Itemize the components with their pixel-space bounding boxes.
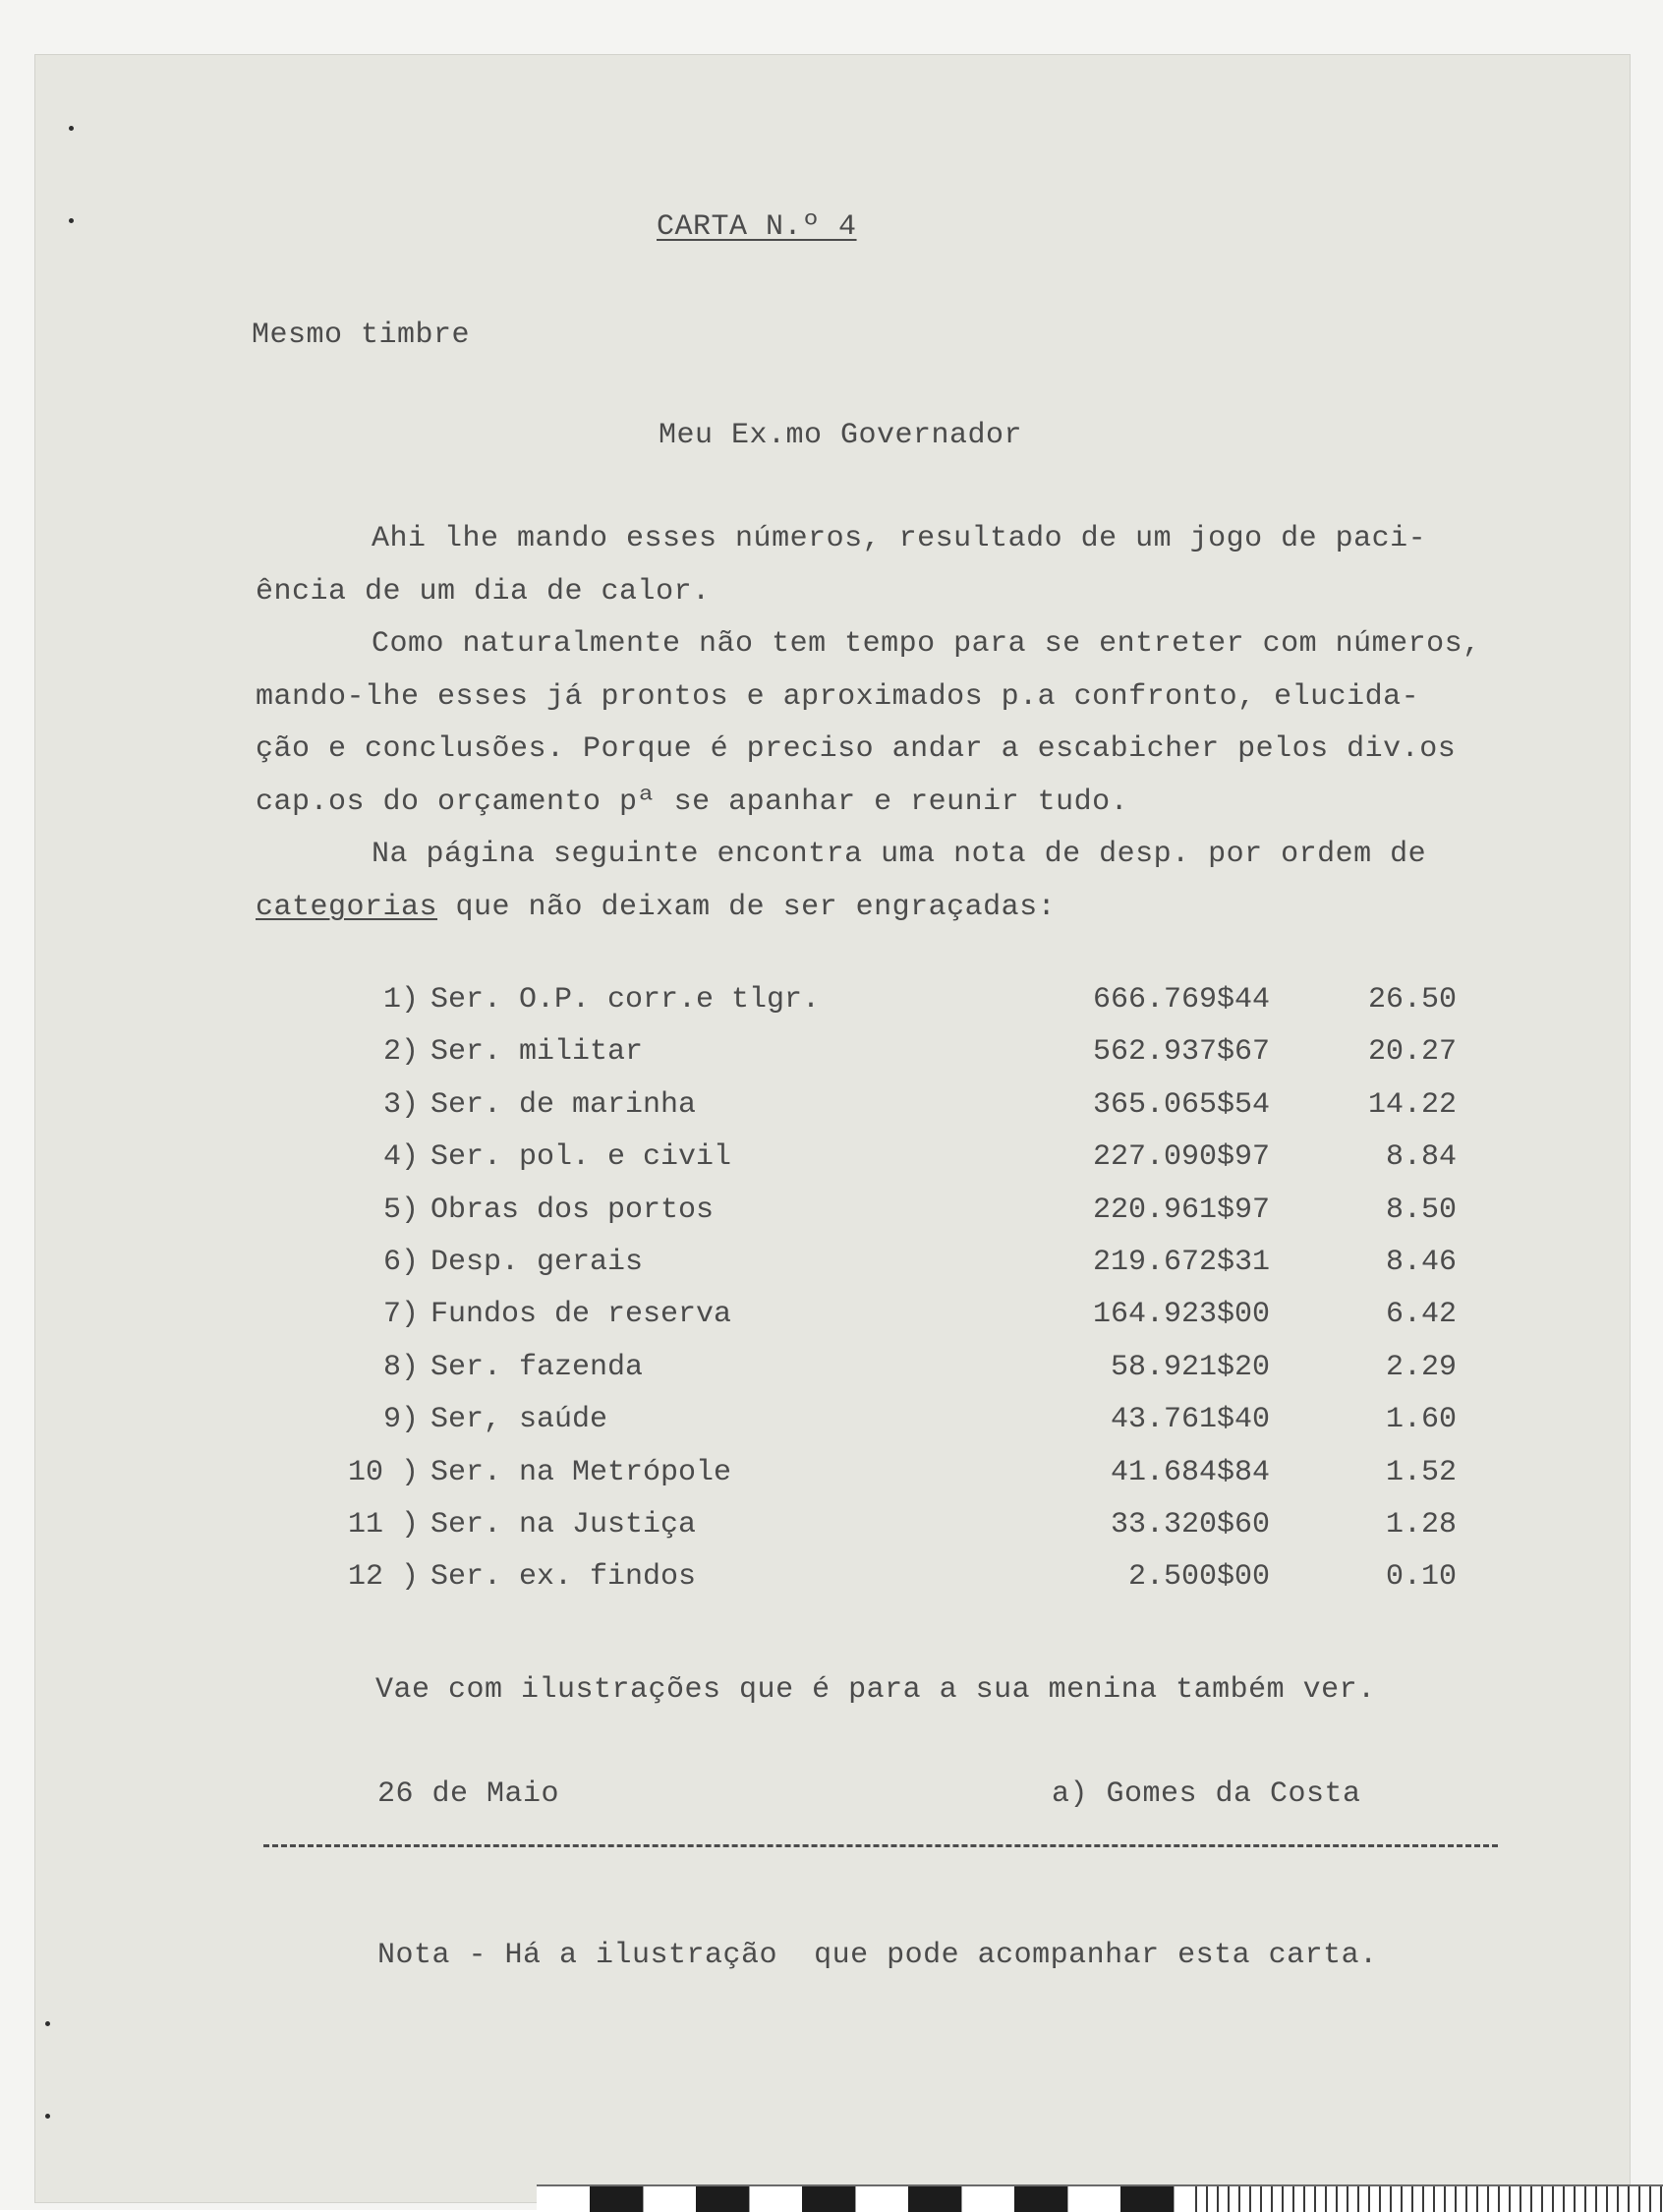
row-number: 1) xyxy=(382,983,419,1017)
row-label: Ser. na Metrópole xyxy=(430,1455,732,1489)
scale-ruler xyxy=(537,2184,1663,2212)
ruler-segment xyxy=(1120,2186,1175,2212)
expense-row xyxy=(324,1403,1464,1455)
body-line: cap.os do orçamento pª se apanhar e reunir tudo. xyxy=(256,785,1129,819)
edge-mark xyxy=(69,218,74,223)
body-line xyxy=(256,882,1481,935)
row-number: 4) xyxy=(382,1140,419,1175)
row-number: 5) xyxy=(382,1193,419,1227)
row-percent: 0.10 xyxy=(1385,1560,1457,1595)
ruler-segment xyxy=(537,2186,591,2212)
row-amount: 164.923$00 xyxy=(1092,1298,1270,1332)
ruler-ticks xyxy=(1195,2186,1663,2212)
row-amount: 666.769$44 xyxy=(1092,983,1270,1017)
body-line: ção e conclusões. Porque é preciso andar a escabicher pelos div.os xyxy=(256,732,1457,766)
ruler-segment xyxy=(908,2186,962,2212)
row-percent: 1.52 xyxy=(1385,1455,1457,1489)
signature: a) Gomes da Costa xyxy=(1052,1777,1361,1811)
row-percent: 2.29 xyxy=(1385,1350,1457,1384)
letter-date: 26 de Maio xyxy=(377,1777,560,1811)
row-percent: 8.84 xyxy=(1385,1140,1457,1175)
row-amount: 365.065$54 xyxy=(1092,1087,1270,1122)
row-amount: 43.761$40 xyxy=(1110,1403,1270,1437)
body-line: mando-lhe esses já prontos e aproximados p.a confronto, elucida- xyxy=(256,679,1420,714)
row-label: Desp. gerais xyxy=(430,1245,644,1279)
expense-row xyxy=(324,983,1464,1035)
row-number: 8) xyxy=(382,1350,419,1384)
ruler-segment xyxy=(802,2186,856,2212)
row-label: Ser, saúde xyxy=(430,1403,608,1437)
row-percent: 1.60 xyxy=(1385,1403,1457,1437)
expense-row xyxy=(324,1140,1464,1193)
body-line: Ahi lhe mando esses números, resultado de um jogo de paci- xyxy=(372,522,1427,555)
expense-row xyxy=(324,1298,1464,1350)
underlined-word: categorias xyxy=(256,890,438,924)
row-number: 7) xyxy=(382,1298,419,1332)
expense-row xyxy=(324,1560,1464,1612)
row-amount: 562.937$67 xyxy=(1092,1035,1270,1070)
row-percent: 1.28 xyxy=(1385,1507,1457,1542)
expense-table xyxy=(324,983,1464,1613)
letter-title: CARTA N.º 4 xyxy=(657,210,857,244)
row-label: Ser. ex. findos xyxy=(430,1560,697,1595)
row-percent: 8.50 xyxy=(1385,1193,1457,1227)
edge-mark xyxy=(45,2114,50,2119)
row-label: Ser. de marinha xyxy=(430,1087,697,1122)
ruler-segment xyxy=(749,2186,803,2212)
row-amount: 227.090$97 xyxy=(1092,1140,1270,1175)
row-amount: 58.921$20 xyxy=(1110,1350,1270,1384)
row-label: Obras dos portos xyxy=(430,1193,715,1227)
expense-row xyxy=(324,1351,1464,1403)
ruler-segment xyxy=(855,2186,909,2212)
body-text: que não deixam de ser engraçadas: xyxy=(437,890,1057,924)
expense-row xyxy=(324,1456,1464,1508)
edge-mark xyxy=(69,126,74,131)
row-amount: 33.320$60 xyxy=(1110,1507,1270,1542)
row-amount: 2.500$00 xyxy=(1127,1560,1270,1595)
row-label: Fundos de reserva xyxy=(430,1298,732,1332)
row-amount: 41.684$84 xyxy=(1110,1455,1270,1489)
row-label: Ser. fazenda xyxy=(430,1350,644,1384)
expense-row xyxy=(324,1193,1464,1246)
ruler-segment xyxy=(696,2186,750,2212)
header-note: Mesmo timbre xyxy=(252,319,471,352)
row-number: 10 ) xyxy=(347,1455,419,1489)
row-number: 6) xyxy=(382,1245,419,1279)
row-number: 3) xyxy=(382,1087,419,1122)
expense-row xyxy=(324,1035,1464,1087)
row-percent: 26.50 xyxy=(1367,983,1457,1017)
row-label: Ser. O.P. corr.e tlgr. xyxy=(430,983,821,1017)
footnote: Nota - Há a ilustração que pode acompanhar esta carta. xyxy=(377,1939,1378,1972)
row-number: 2) xyxy=(382,1035,419,1070)
row-amount: 219.672$31 xyxy=(1092,1245,1270,1279)
expense-row xyxy=(324,1508,1464,1560)
letter-body xyxy=(256,513,1481,934)
row-percent: 20.27 xyxy=(1367,1035,1457,1070)
body-line: Como naturalmente não tem tempo para se entreter com números, xyxy=(372,627,1481,661)
ruler-segment xyxy=(643,2186,697,2212)
ruler-segment xyxy=(590,2186,644,2212)
row-percent: 14.22 xyxy=(1367,1087,1457,1122)
row-number: 12 ) xyxy=(347,1560,419,1595)
row-number: 11 ) xyxy=(347,1507,419,1542)
row-label: Ser. na Justiça xyxy=(430,1507,697,1542)
expense-row xyxy=(324,1246,1464,1298)
edge-mark xyxy=(45,2021,50,2026)
ruler-segment xyxy=(1067,2186,1121,2212)
body-line: Na página seguinte encontra uma nota de desp. por ordem de xyxy=(372,838,1427,871)
row-label: Ser. pol. e civil xyxy=(430,1140,732,1175)
salutation: Meu Ex.mo Governador xyxy=(659,419,1023,452)
ruler-segment xyxy=(961,2186,1015,2212)
expense-row xyxy=(324,1088,1464,1140)
row-number: 9) xyxy=(382,1403,419,1437)
body-line: ência de um dia de calor. xyxy=(256,574,711,609)
row-label: Ser. militar xyxy=(430,1035,644,1070)
row-amount: 220.961$97 xyxy=(1092,1193,1270,1227)
ruler-segment xyxy=(1014,2186,1068,2212)
row-percent: 8.46 xyxy=(1385,1245,1457,1279)
dashed-separator xyxy=(263,1844,1498,1847)
closing-line: Vae com ilustrações que é para a sua menina também ver. xyxy=(375,1673,1376,1707)
row-percent: 6.42 xyxy=(1385,1298,1457,1332)
